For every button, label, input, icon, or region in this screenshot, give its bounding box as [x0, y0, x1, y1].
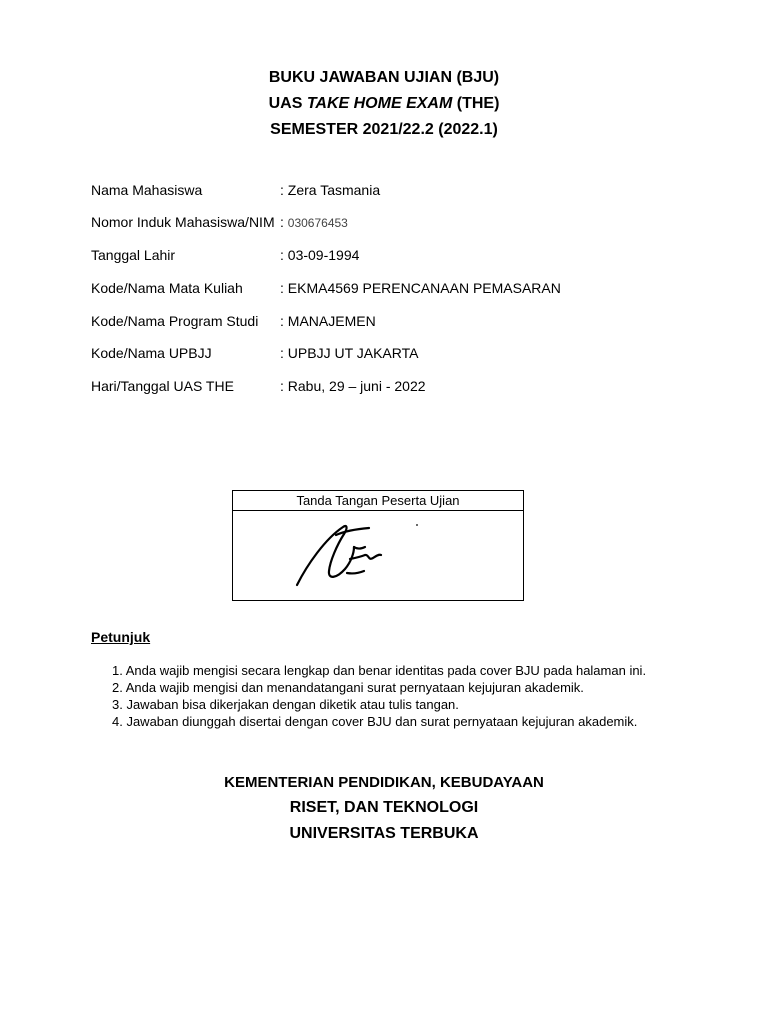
identity-value: : MANAJEMEN	[280, 313, 376, 329]
identity-row-upbjj	[91, 343, 711, 363]
footer-ministry-cont: RISET, DAN TEKNOLOGI	[289, 799, 479, 816]
identity-row-exam-date	[91, 376, 711, 396]
instruction-item: 2. Anda wajib mengisi dan menandatangani surat pernyataan kejujuran akademik.	[112, 680, 584, 695]
identity-label: Nomor Induk Mahasiswa/NIM	[91, 214, 275, 230]
identity-value	[280, 212, 348, 233]
identity-value: : UPBJJ UT JAKARTA	[280, 345, 419, 361]
instruction-item: 4. Jawaban diunggah disertai dengan cover BJU dan surat pernyataan kejujuran akademik.	[112, 714, 638, 729]
signature-header: Tanda Tangan Peserta Ujian	[233, 491, 523, 511]
identity-label: Nama Mahasiswa	[91, 182, 203, 198]
exam-semester: SEMESTER 2021/22.2 (2022.1)	[270, 121, 498, 138]
identity-value: : EKMA4569 PERENCANAAN PEMASARAN	[280, 280, 561, 296]
instructions-title: Petunjuk	[91, 629, 151, 645]
footer-ministry: KEMENTERIAN PENDIDIKAN, KEBUDAYAAN	[224, 774, 544, 791]
nim-value: 030676453	[287, 216, 348, 230]
instruction-item: 1. Anda wajib mengisi secara lengkap dan benar identitas pada cover BJU pada halaman ini.	[112, 663, 647, 678]
identity-label: Kode/Nama Mata Kuliah	[91, 280, 243, 296]
identity-value: : 03-09-1994	[280, 247, 360, 263]
identity-row-nim	[91, 212, 711, 232]
signature-box	[232, 490, 524, 601]
exam-type	[0, 92, 768, 116]
identity-row-name	[91, 180, 711, 200]
footer-university: UNIVERSITAS TERBUKA	[289, 825, 479, 842]
instruction-item: 3. Jawaban bisa dikerjakan dengan diketik atau tulis tangan.	[112, 697, 459, 712]
identity-label: Hari/Tanggal UAS THE	[91, 378, 234, 394]
identity-row-program	[91, 311, 711, 331]
identity-label: Kode/Nama Program Studi	[91, 313, 259, 329]
identity-label: Kode/Nama UPBJJ	[91, 345, 212, 361]
exam-type-prefix: UAS	[268, 95, 307, 112]
identity-separator: :	[280, 214, 288, 230]
exam-title: BUKU JAWABAN UJIAN (BJU)	[268, 69, 500, 86]
identity-value: : Rabu, 29 – juni - 2022	[280, 378, 426, 394]
instructions-list	[112, 662, 646, 730]
signature-image	[233, 511, 523, 600]
identity-value: : Zera Tasmania	[280, 182, 381, 198]
exam-type-italic: TAKE HOME EXAM	[306, 95, 453, 112]
identity-label: Tanggal Lahir	[91, 247, 176, 263]
identity-row-course	[91, 278, 711, 298]
exam-type-suffix: (THE)	[452, 95, 500, 112]
identity-row-birthdate	[91, 245, 711, 265]
